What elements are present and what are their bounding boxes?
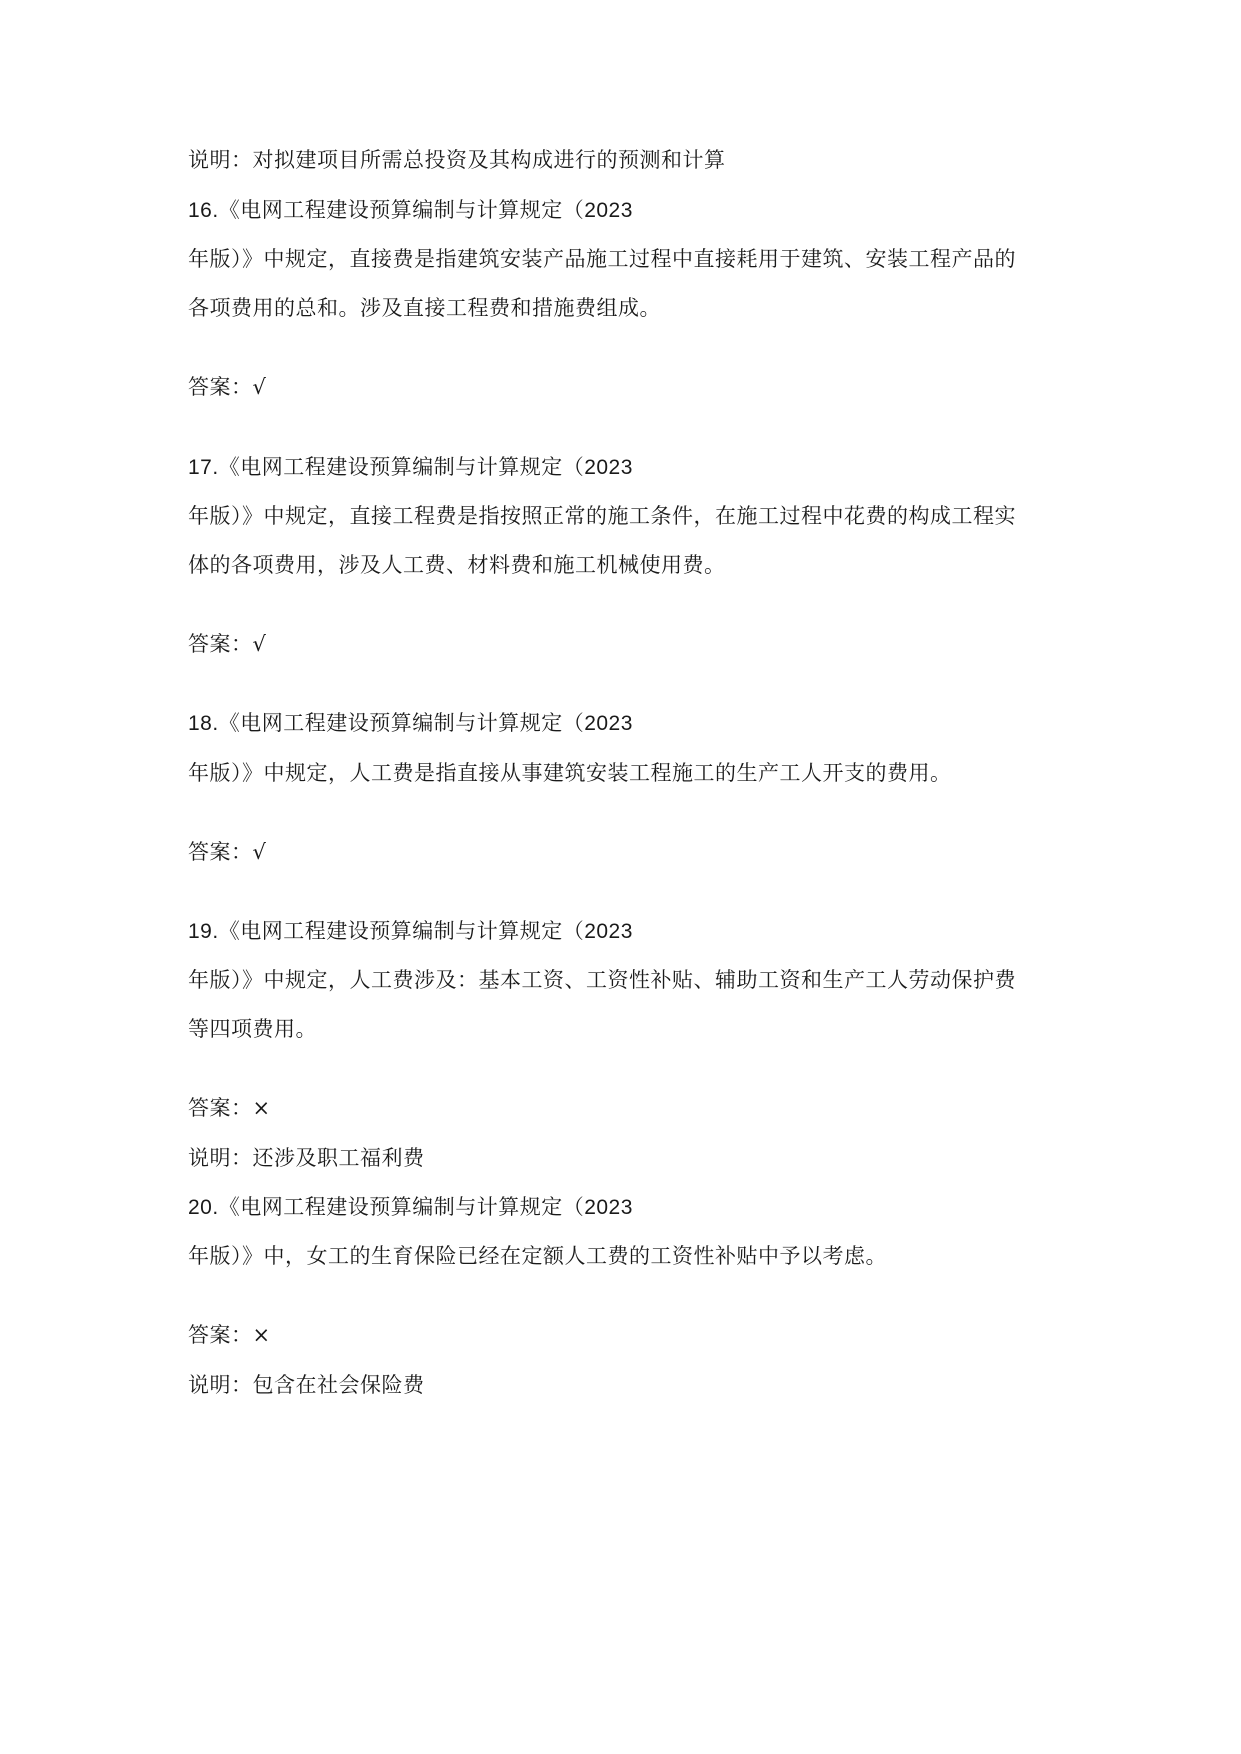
question-20-title <box>188 1193 633 1222</box>
question-19-line2: 年版）》中规定，人工费涉及：基本工资、工资性补贴、辅助工资和生产工人劳动保护费 <box>188 968 1016 992</box>
question-20-note: 说明：包含在社会保险费 <box>188 1373 425 1397</box>
question-year: 2023 <box>584 920 633 943</box>
question-number: 20. <box>188 1196 219 1219</box>
question-number: 18. <box>188 712 219 735</box>
question-number: 17. <box>188 456 219 479</box>
question-18-answer: 答案：√ <box>188 840 267 864</box>
question-20-answer: 答案：× <box>188 1323 271 1347</box>
question-number: 19. <box>188 920 219 943</box>
question-19-title <box>188 917 633 946</box>
question-17-title <box>188 453 633 482</box>
question-18-line2: 年版）》中规定，人工费是指直接从事建筑安装工程施工的生产工人开支的费用。 <box>188 761 952 785</box>
question-16-line3: 各项费用的总和。涉及直接工程费和措施费组成。 <box>188 296 661 320</box>
question-16-title <box>188 196 633 225</box>
question-year: 2023 <box>584 1196 633 1219</box>
question-17-line3: 体的各项费用，涉及人工费、材料费和施工机械使用费。 <box>188 553 726 577</box>
question-title-text: 《电网工程建设预算编制与计算规定（ <box>218 455 585 479</box>
question-year: 2023 <box>584 456 633 479</box>
question-year: 2023 <box>584 199 633 222</box>
question-16-line2: 年版）》中规定，直接费是指建筑安装产品施工过程中直接耗用于建筑、安装工程产品的 <box>188 247 1016 271</box>
intro-note: 说明：对拟建项目所需总投资及其构成进行的预测和计算 <box>188 148 726 172</box>
question-title-text: 《电网工程建设预算编制与计算规定（ <box>218 1195 585 1219</box>
question-17-line2: 年版）》中规定，直接工程费是指按照正常的施工条件，在施工过程中花费的构成工程实 <box>188 504 1016 528</box>
question-16-answer: 答案：√ <box>188 375 267 399</box>
question-19-note: 说明：还涉及职工福利费 <box>188 1146 425 1170</box>
question-20-line2: 年版）》中，女工的生育保险已经在定额人工费的工资性补贴中予以考虑。 <box>188 1244 887 1268</box>
question-19-line3: 等四项费用。 <box>188 1017 317 1041</box>
question-18-title <box>188 709 633 738</box>
question-title-text: 《电网工程建设预算编制与计算规定（ <box>218 198 585 222</box>
question-number: 16. <box>188 199 219 222</box>
question-year: 2023 <box>584 712 633 735</box>
question-title-text: 《电网工程建设预算编制与计算规定（ <box>218 711 585 735</box>
question-17-answer: 答案：√ <box>188 632 267 656</box>
question-19-answer: 答案：× <box>188 1096 271 1120</box>
question-title-text: 《电网工程建设预算编制与计算规定（ <box>218 919 585 943</box>
